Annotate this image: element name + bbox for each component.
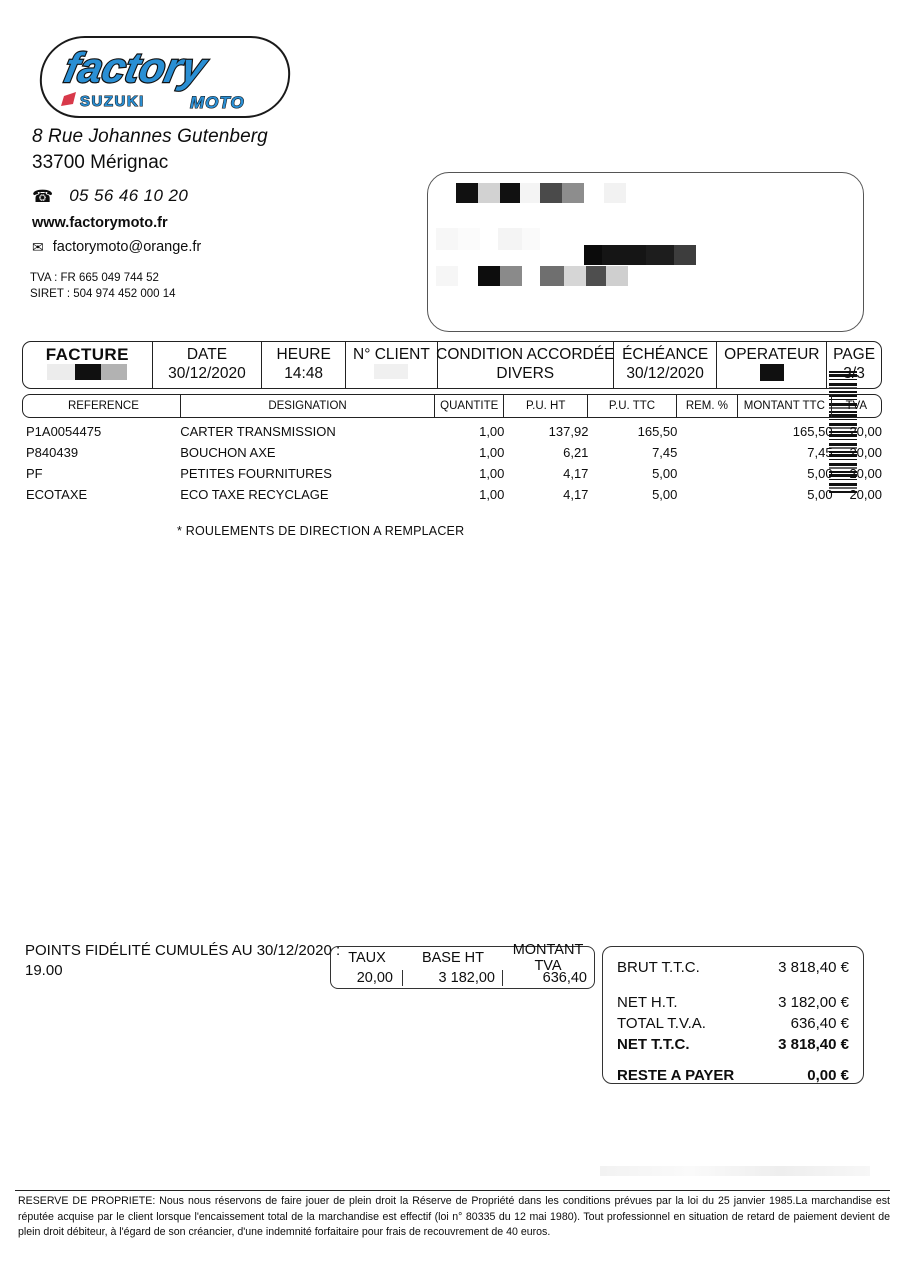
echeance-label: ÉCHÉANCE — [622, 346, 709, 363]
col-pu-ht: P.U. HT — [504, 395, 588, 417]
cell-reference: PF — [26, 466, 43, 481]
total-net-ttc-label: NET T.T.C. — [617, 1036, 690, 1053]
redaction-bar — [498, 228, 522, 250]
condition-value: DIVERS — [496, 365, 555, 382]
redaction-bar — [478, 183, 500, 203]
totals-box — [602, 946, 864, 1084]
reste-a-payer-row — [617, 1065, 849, 1086]
operateur-label: OPERATEUR — [724, 346, 820, 363]
header-cell-condition — [438, 342, 614, 388]
items-table-body — [22, 421, 882, 505]
cell-designation: PETITES FOURNITURES — [180, 466, 332, 481]
total-brut-row — [617, 957, 849, 978]
logo-artwork — [40, 36, 290, 118]
cell-pu-ttc: 5,00 — [652, 466, 678, 481]
cell-quantite: 1,00 — [479, 466, 505, 481]
redaction-bar — [456, 183, 478, 203]
cell-pu-ht: 137,92 — [548, 424, 589, 439]
date-label: DATE — [186, 346, 228, 363]
cell-quantite: 1,00 — [479, 424, 505, 439]
cell-pu-ttc: 5,00 — [652, 487, 678, 502]
items-table-header — [22, 394, 882, 418]
cell-montant-ttc: 165,50 — [792, 424, 833, 439]
loyalty-points-value: 19.00 — [25, 962, 63, 979]
cell-reference: P1A0054475 — [26, 424, 102, 439]
date-value: 30/12/2020 — [168, 365, 246, 382]
company-phone-row — [32, 186, 188, 206]
cell-designation: ECO TAXE RECYCLAGE — [180, 487, 329, 502]
header-cell-page — [827, 342, 881, 388]
total-tva-label: TOTAL T.V.A. — [617, 1015, 706, 1032]
loyalty-points — [25, 941, 340, 981]
total-net-ttc-value: 3 818,40 € — [778, 1036, 849, 1053]
table-row — [22, 421, 882, 442]
vat-taux-value: 20,00 — [331, 970, 403, 986]
col-remise: REM. % — [677, 395, 738, 417]
redaction-bar — [604, 183, 626, 203]
cell-montant-ttc: 5,00 — [807, 466, 833, 481]
col-reference: REFERENCE — [23, 395, 181, 417]
heure-value: 14:48 — [284, 365, 324, 382]
vat-summary-row — [331, 968, 594, 988]
vat-col-base: BASE HT — [421, 949, 485, 966]
company-website[interactable]: www.factorymoto.fr — [32, 215, 168, 231]
redaction-bar — [586, 266, 606, 286]
redaction-bar — [562, 183, 584, 203]
echeance-value: 30/12/2020 — [626, 365, 704, 382]
redaction-bar — [646, 245, 674, 265]
header-cell-heure — [262, 342, 346, 388]
cell-quantite: 1,00 — [479, 445, 505, 460]
cell-reference: P840439 — [26, 445, 79, 460]
redaction-bar — [674, 245, 696, 265]
redaction-bar — [500, 266, 522, 286]
total-net-ttc-row — [617, 1034, 849, 1055]
redaction-bar — [564, 266, 586, 286]
client-value-redacted — [374, 364, 408, 384]
vat-montant-value: 636,40 — [542, 970, 587, 986]
items-note: * ROULEMENTS DE DIRECTION A REMPLACER — [177, 524, 465, 538]
cell-pu-ht: 4,17 — [563, 466, 589, 481]
table-row — [22, 463, 882, 484]
header-cell-date — [153, 342, 263, 388]
header-cell-client — [346, 342, 438, 388]
cell-tva: 20,00 — [849, 445, 882, 460]
redaction-bar — [606, 266, 628, 286]
redaction-bar — [436, 228, 458, 250]
legal-terms: RESERVE DE PROPRIETE: Nous nous réservons de faire jouer de plein droit la Réserve de Propriété dans les conditions prévues par la loi du 25 janvier 1985.La marchandise est réputée acquise par le client lorsque l'encaissement total de la marchandise est effectif (loi n° 80335 du 12 mai 1980). Tout professionnel en situation de retard de paiement devient de plein droit débiteur, à l'égard de son créancier, d'une indemnité forfaitaire pour frais de recouvrement de 40 euros. — [18, 1195, 890, 1238]
total-net-ht-label: NET H.T. — [617, 994, 678, 1011]
cell-quantite: 1,00 — [479, 487, 505, 502]
legal-divider — [15, 1190, 890, 1191]
cell-montant-ttc: 7,45 — [807, 445, 833, 460]
invoice-header-table — [22, 341, 882, 389]
vat-col-montant: MONTANT TVA — [512, 941, 584, 974]
vat-summary-header — [331, 941, 594, 974]
redaction-bar — [520, 183, 540, 203]
vat-base-value: 3 182,00 — [403, 970, 503, 986]
facture-value-redacted — [47, 364, 127, 385]
client-label: N° CLIENT — [353, 346, 430, 363]
cell-tva: 20,00 — [849, 424, 882, 439]
company-address-line1: 8 Rue Johannes Gutenberg — [32, 126, 268, 147]
total-tva-value: 636,40 € — [790, 1015, 849, 1032]
company-tva-number: TVA : FR 665 049 744 52 — [30, 272, 159, 284]
redaction-bar — [540, 183, 562, 203]
heure-label: HEURE — [276, 346, 331, 363]
redaction-bar — [478, 266, 500, 286]
cell-tva: 20,00 — [849, 487, 882, 502]
company-siret-number: SIRET : 504 974 452 000 14 — [30, 288, 176, 300]
redaction-bar — [458, 228, 480, 250]
col-quantite: QUANTITE — [435, 395, 504, 417]
cell-designation: BOUCHON AXE — [180, 445, 276, 460]
cell-pu-ht: 4,17 — [563, 487, 589, 502]
redaction-bar — [540, 266, 564, 286]
total-net-ht-row — [617, 992, 849, 1013]
header-cell-echeance — [614, 342, 718, 388]
company-email-row — [32, 239, 201, 255]
total-brut-label: BRUT T.T.C. — [617, 959, 700, 976]
envelope-icon: ✉ — [32, 239, 44, 255]
redaction-bar — [436, 266, 458, 286]
col-designation: DESIGNATION — [181, 395, 435, 417]
svg-text:SUZUKI: SUZUKI — [80, 93, 145, 110]
table-row — [22, 484, 882, 505]
header-cell-operateur — [717, 342, 827, 388]
col-montant-ttc: MONTANT TTC — [738, 395, 832, 417]
total-net-ht-value: 3 182,00 € — [778, 994, 849, 1011]
customer-address-block — [427, 172, 864, 332]
total-brut-value: 3 818,40 € — [778, 959, 849, 976]
redaction-bar — [500, 183, 520, 203]
header-cell-facture — [23, 342, 153, 388]
reste-a-payer-value: 0,00 € — [807, 1067, 849, 1084]
condition-label: CONDITION ACCORDÉE — [436, 346, 615, 363]
operateur-value-redacted — [760, 364, 784, 386]
total-tva-row — [617, 1013, 849, 1034]
cell-tva: 20,00 — [849, 466, 882, 481]
company-logo — [40, 36, 290, 118]
loyalty-points-label: POINTS FIDÉLITÉ CUMULÉS AU 30/12/2020 : — [25, 942, 341, 959]
footer-redaction-bar — [600, 1166, 870, 1176]
svg-text:MOTO: MOTO — [190, 93, 245, 112]
company-address-line2: 33700 Mérignac — [32, 152, 169, 173]
cell-pu-ttc: 165,50 — [637, 424, 678, 439]
cell-designation: CARTER TRANSMISSION — [180, 424, 336, 439]
facture-label: FACTURE — [45, 345, 129, 364]
svg-text:factory: factory — [60, 44, 211, 91]
company-email[interactable]: factorymoto@orange.fr — [52, 239, 202, 255]
col-pu-ttc: P.U. TTC — [588, 395, 677, 417]
cell-montant-ttc: 5,00 — [807, 487, 833, 502]
cell-pu-ttc: 7,45 — [652, 445, 678, 460]
company-phone: 05 56 46 10 20 — [69, 186, 189, 205]
redaction-bar — [602, 245, 646, 265]
col-tva: TVA — [845, 400, 868, 412]
vat-summary-table — [330, 941, 595, 989]
phone-icon: ☎ — [32, 186, 54, 206]
redaction-bar — [522, 228, 540, 250]
cell-reference: ECOTAXE — [26, 487, 88, 502]
page-value: 3/3 — [843, 365, 865, 382]
vat-col-taux: TAUX — [348, 949, 386, 966]
cell-pu-ht: 6,21 — [563, 445, 589, 460]
redaction-bar — [584, 245, 602, 265]
reste-a-payer-label: RESTE A PAYER — [617, 1067, 735, 1084]
table-row — [22, 442, 882, 463]
page-label: PAGE — [833, 346, 876, 363]
